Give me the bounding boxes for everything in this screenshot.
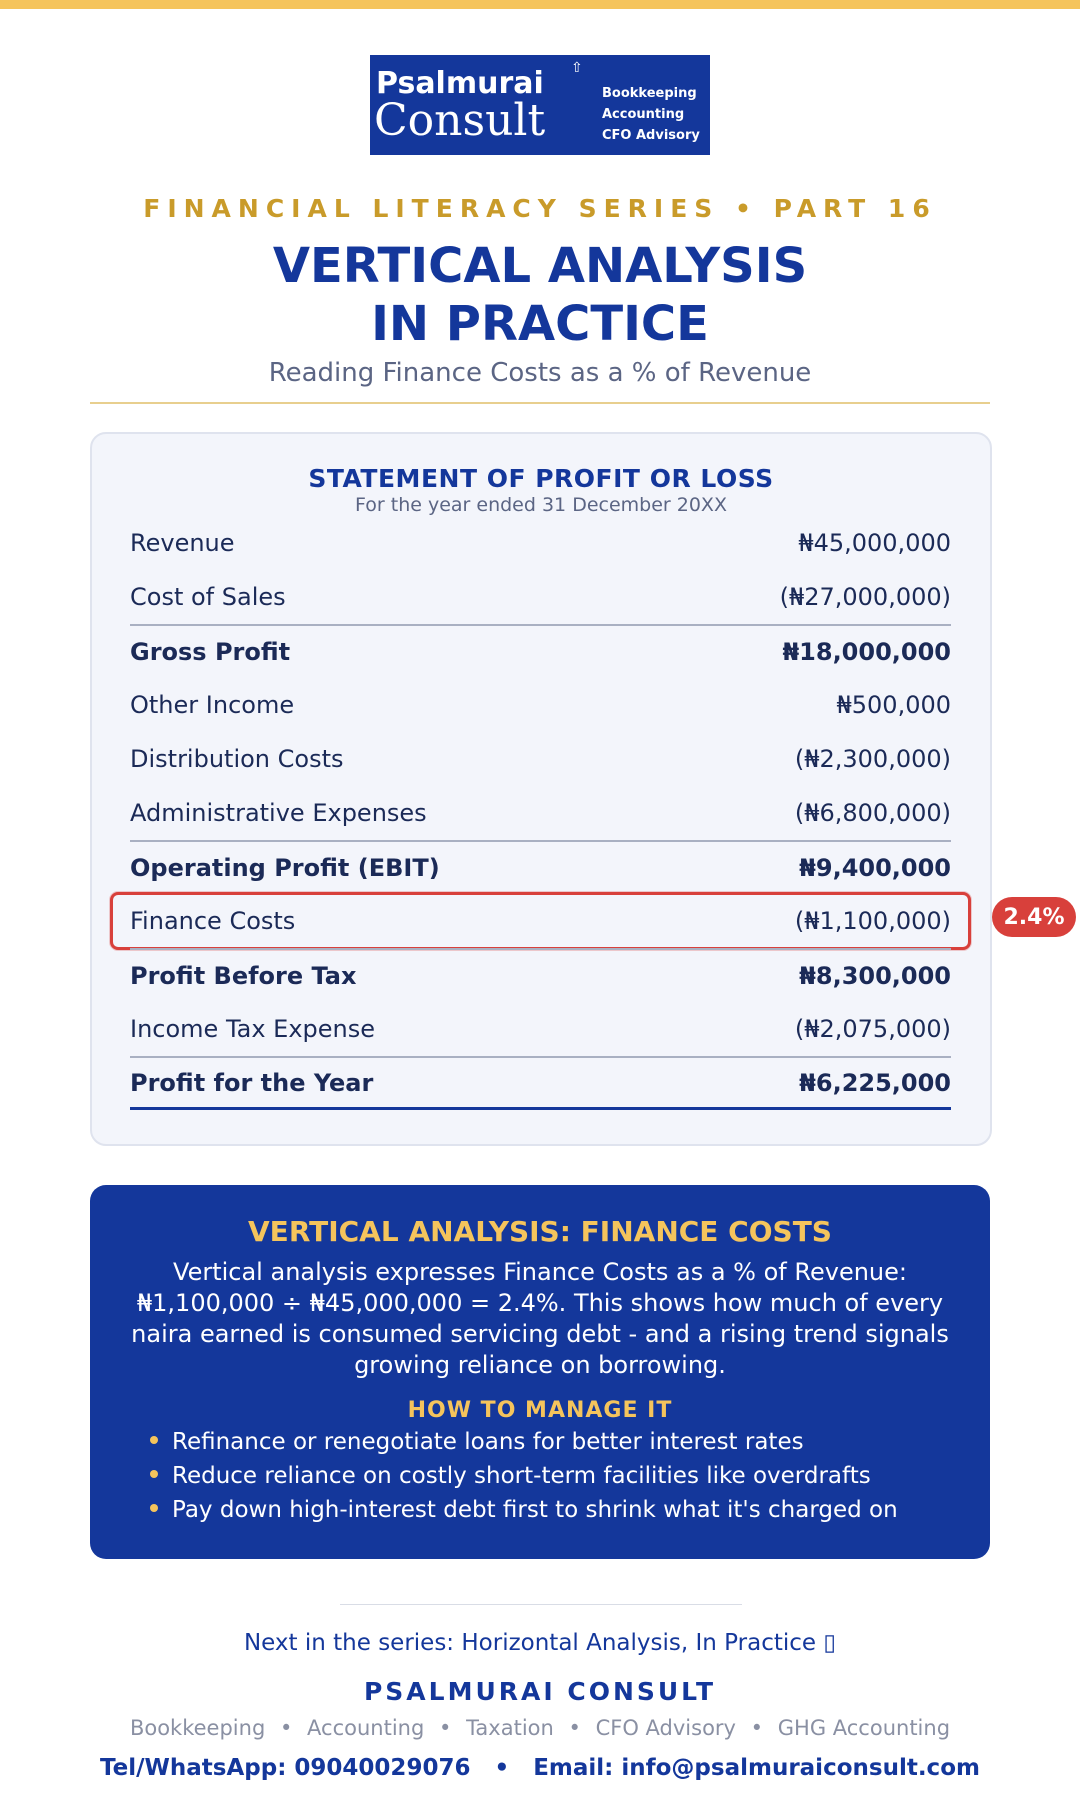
service-item: CFO Advisory [595,1716,736,1740]
row-label: Distribution Costs [130,745,344,773]
pointing-icon: ▯ [823,1630,837,1656]
manage-heading: HOW TO MANAGE IT [407,1398,673,1423]
row-value: ₦45,000,000 [798,529,951,557]
statement-rows [130,516,951,1110]
footer-divider [340,1604,742,1605]
list-item: Pay down high-interest debt first to shrink what it's charged on [148,1493,968,1527]
row-label: Other Income [130,691,295,719]
row-label: Profit for the Year [130,1068,374,1097]
service-item: Accounting [307,1716,425,1740]
statement-title: STATEMENT OF PROFIT OR LOSS [308,464,774,493]
separator: • [279,1716,293,1740]
row-label: Cost of Sales [130,583,286,611]
row-label: Revenue [130,529,235,557]
separator: • [494,1755,510,1781]
service-item: GHG Accounting [777,1716,951,1740]
next-in-series [0,1630,1080,1656]
statement-row-gross-profit [130,624,951,678]
analysis-title: VERTICAL ANALYSIS: FINANCE COSTS [248,1215,832,1248]
statement-row-distribution-costs [130,732,951,786]
row-value: (₦27,000,000) [779,583,951,611]
row-label: Administrative Expenses [130,799,427,827]
footer-contact [0,1755,1080,1781]
row-label: Gross Profit [130,638,291,666]
page-subtitle: Reading Finance Costs as a % of Revenue [268,358,812,388]
row-label: Operating Profit (EBIT) [130,854,440,882]
row-value: (₦2,075,000) [794,1015,951,1043]
row-value: (₦1,100,000) [794,907,951,935]
statement-row-operating-profit [130,840,951,894]
row-value: ₦500,000 [836,691,951,719]
statement-row-revenue [130,516,951,570]
statement-row-cost-of-sales [130,570,951,624]
statement-row-other-income [130,678,951,732]
row-label: Finance Costs [130,907,296,935]
row-label: Profit Before Tax [130,962,357,990]
row-value: ₦6,225,000 [799,1068,951,1097]
statement-row-finance-costs [112,894,969,948]
statement-row-profit-before-tax [130,948,951,1002]
separator: • [568,1716,581,1740]
separator: • [750,1716,764,1740]
row-value: ₦8,300,000 [799,962,951,990]
logo-wordmark-top: Psalmurai [376,66,544,101]
statement-row-profit-for-year [130,1056,951,1110]
percentage-badge: 2.4% [992,897,1076,937]
logo-arrow-icon: ⇧ [571,60,583,76]
email-link[interactable]: Email: info@psalmuraiconsult.com [533,1755,980,1781]
statement-period: For the year ended 31 December 20XX [355,494,727,516]
row-value: (₦2,300,000) [794,745,951,773]
footer-brand: PSALMURAI CONSULT [363,1677,717,1706]
service-item: Bookkeeping [129,1716,266,1740]
row-value: (₦6,800,000) [794,799,951,827]
footer-services [0,1716,1080,1740]
service-item: Taxation [466,1716,554,1740]
statement-row-admin-expenses [130,786,951,840]
analysis-panel [90,1185,990,1559]
series-label: FINANCIAL LITERACY SERIES • PART 16 [143,194,937,223]
row-value: ₦9,400,000 [799,854,951,882]
separator: • [439,1716,452,1740]
list-item: Reduce reliance on costly short-term facilities like overdrafts [148,1459,968,1493]
statement-card [90,432,992,1146]
top-accent-bar [0,0,1080,9]
logo-service: Accounting [602,107,685,122]
page-title [0,237,1080,353]
next-text: Next in the series: Horizontal Analysis, In Practice [243,1630,817,1656]
list-item: Refinance or renegotiate loans for better interest rates [148,1425,968,1459]
title-line-2: IN PRACTICE [371,296,709,352]
company-logo [370,55,710,155]
logo-service: CFO Advisory [602,128,700,143]
title-line-1: VERTICAL ANALYSIS [272,238,808,294]
row-label: Income Tax Expense [130,1015,376,1043]
statement-row-income-tax [130,1002,951,1056]
logo-services [602,83,700,146]
phone-link[interactable]: Tel/WhatsApp: 09040029076 [100,1755,471,1781]
manage-list [148,1425,968,1527]
analysis-body: Vertical analysis expresses Finance Costs as a % of Revenue: ₦1,100,000 ÷ ₦45,000,000 = 2.4%. This shows how much of every naira earned is consumed servicing debt - and a rising trend signals growing reliance on borrowing. [131,1258,949,1379]
logo-service: Bookkeeping [602,86,697,101]
header-divider [90,402,990,404]
row-value: ₦18,000,000 [782,638,951,666]
logo-wordmark-bottom: Consult [374,95,546,146]
